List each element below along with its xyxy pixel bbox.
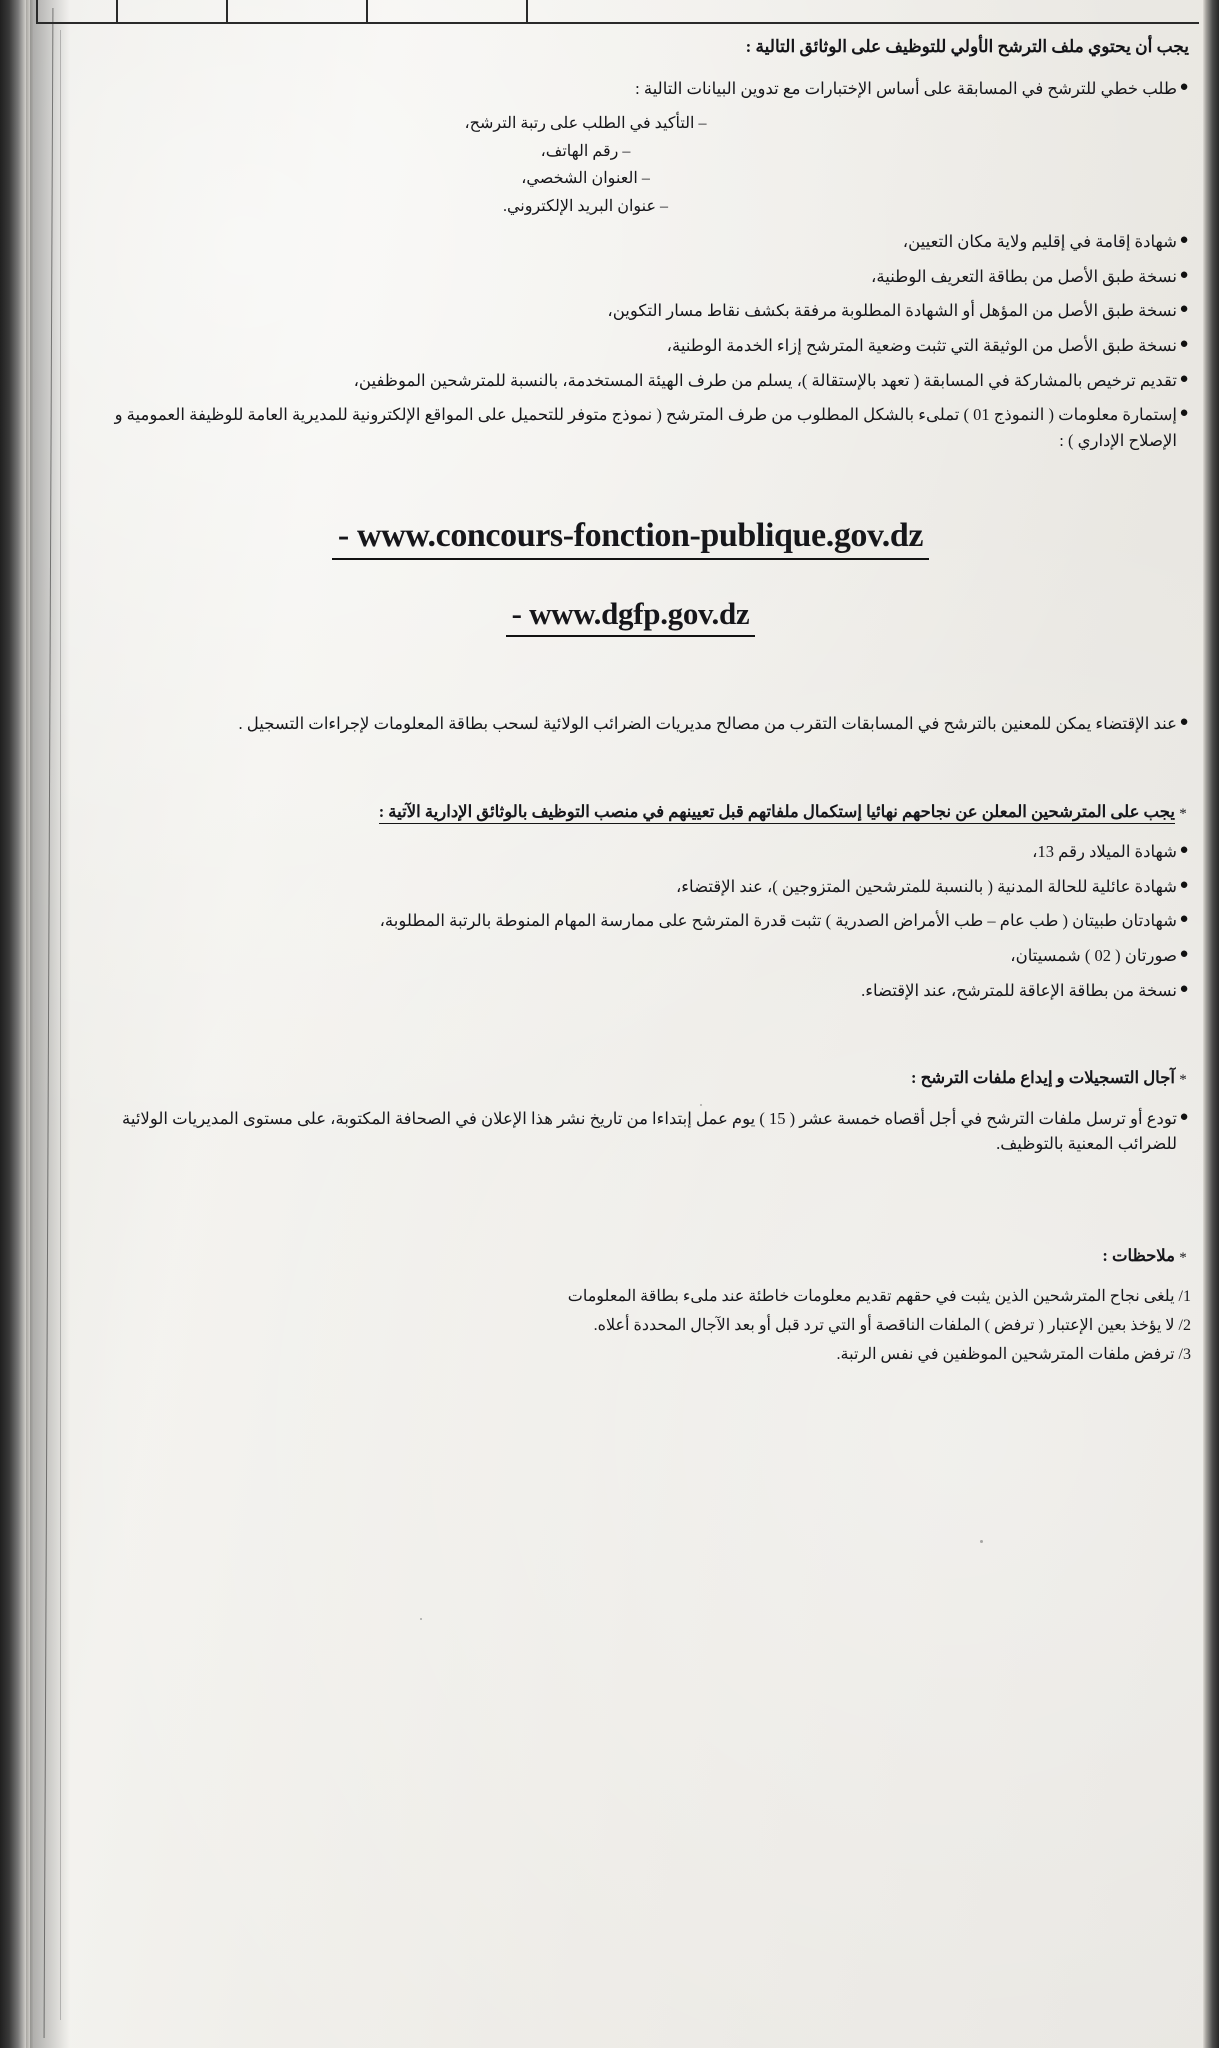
- table-cell: [116, 0, 228, 22]
- bullet-icon: ●: [1179, 232, 1189, 249]
- bullet-icon: ●: [1179, 980, 1189, 997]
- note-item: 3/ ترفض ملفات المترشحين الموظفين في نفس الرتبة.: [836, 1346, 1191, 1364]
- bullet-icon: ●: [1179, 301, 1189, 318]
- list-item: [70, 298, 1191, 324]
- admissible-heading: [70, 802, 1175, 824]
- url-concours-fonction-publique[interactable]: - www.concours-fonction-publique.gov.dz: [332, 517, 929, 560]
- bullet-icon: ●: [1179, 79, 1189, 96]
- bullet-icon: ●: [1179, 876, 1189, 893]
- list-item-text: شهادة عائلية للحالة المدنية ( بالنسبة للمترشحين المتزوجين )، عند الإقتضاء،: [675, 876, 1177, 896]
- list-item: [70, 368, 1191, 394]
- list-item: [70, 264, 1191, 290]
- scan-right-edge-artifact: [1203, 0, 1219, 2048]
- list-item-text: شهادة الميلاد رقم 13،: [1032, 842, 1177, 862]
- list-item-text: شهادتان طبيتان ( طب عام – طب الأمراض الصدرية ) تثبت قدرة المترشح على ممارسة المهام المنوطة بالرتبة المطلوبة،: [379, 911, 1177, 931]
- star-icon: *: [1179, 1249, 1187, 1266]
- website-urls: [70, 517, 1191, 637]
- list-item-text: نسخة من بطاقة الإعاقة للمترشح، عند الإقتضاء.: [861, 980, 1177, 1000]
- star-icon: *: [1179, 1072, 1187, 1089]
- bullet-icon: ●: [1179, 714, 1189, 731]
- list-item: [70, 874, 1191, 900]
- request-sub-list: [70, 111, 1191, 219]
- bullet-icon: ●: [1179, 370, 1189, 387]
- bullet-icon: ●: [1179, 945, 1189, 962]
- deadline-heading: آجال التسجيلات و إيداع ملفات الترشح :: [911, 1068, 1175, 1088]
- list-item-text: شهادة إقامة في إقليم ولاية مكان التعيين،: [902, 232, 1177, 252]
- list-item: [70, 978, 1191, 1004]
- list-item: [70, 943, 1191, 969]
- note-after-urls-text: عند الإقتضاء يمكن للمعنين بالترشح في المسابقات التقرب من مصالح مديريات الضرائب الولائية لسحب بطاقة المعلومات لإجراءات التسجيل .: [238, 714, 1177, 734]
- deadline-text-row: [70, 1106, 1191, 1157]
- sub-list-item: – عنوان البريد الإلكتروني.: [502, 197, 669, 215]
- list-item: [70, 333, 1191, 359]
- note-after-urls: [70, 711, 1191, 737]
- deadline-text: تودع أو ترسل ملفات الترشح في أجل أقصاه خمسة عشر ( 15 ) يوم عمل إبتداءا من تاريخ نشر هذا الإعلان في الصحافة المكتوبة، على مستوى المديريات الولائية للضرائب المعنية بالتوظيف.: [122, 1108, 1177, 1154]
- list-item-text: نسخة طبق الأصل من المؤهل أو الشهادة المطلوبة مرفقة بكشف نقاط مسار التكوين،: [607, 301, 1177, 321]
- table-cell: [226, 0, 368, 22]
- admissible-heading-row: [70, 802, 1191, 826]
- page-curl-shadow: [30, 0, 70, 2048]
- list-item: [70, 76, 1191, 102]
- list-item: [70, 908, 1191, 934]
- list-item-text: صورتان ( 02 ) شمسيتان،: [1010, 945, 1177, 965]
- list-item: [70, 402, 1191, 453]
- bullet-icon: ●: [1179, 266, 1189, 283]
- page-curl-line-secondary: [60, 30, 61, 2020]
- intro-heading: يجب أن يحتوي ملف الترشح الأولي للتوظيف على الوثائق التالية :: [745, 37, 1189, 56]
- list-item-text: إستمارة معلومات ( النموذج 01 ) تملىء بالشكل المطلوب من طرف المترشح ( نموذج متوفر للتحميل على المواقع الإلكترونية للمديرية العامة للوظيفة العمومية و الإصلاح الإداري ) :: [114, 405, 1177, 450]
- sub-list-item: – رقم الهاتف،: [540, 142, 631, 160]
- list-item-text: طلب خطي للترشح في المسابقة على أساس الإختبارات مع تدوين البيانات التالية :: [635, 79, 1177, 99]
- list-item-text: نسخة طبق الأصل من الوثيقة التي تثبت وضعية المترشح إزاء الخدمة الوطنية،: [666, 335, 1177, 355]
- table-remnant-top: [36, 0, 1199, 24]
- bullet-icon: ●: [1179, 1108, 1189, 1125]
- list-item: [70, 229, 1191, 255]
- bullet-icon: ●: [1179, 405, 1189, 422]
- sub-list-item: – العنوان الشخصي،: [521, 170, 650, 188]
- deadline-heading-row: [70, 1068, 1191, 1092]
- table-cell: [526, 0, 858, 22]
- table-cell: [366, 0, 528, 22]
- url-dgfp[interactable]: - www.dgfp.gov.dz: [506, 596, 756, 637]
- bullet-icon: ●: [1179, 335, 1189, 352]
- admissible-heading-text: يجب على المترشحين المعلن عن نجاحهم نهائيا إستكمال ملفاتهم قبل تعيينهم في منصب التوظيف بالوثائق الإدارية الآتية :: [379, 802, 1175, 824]
- note-item: 2/ لا يؤخذ بعين الإعتبار ( ترفض ) الملفات الناقصة أو التي ترد قبل أو بعد الآجال المحددة أعلاه.: [593, 1317, 1191, 1335]
- notes-heading-row: [70, 1246, 1191, 1270]
- bullet-icon: ●: [1179, 842, 1189, 859]
- bullet-icon: ●: [1179, 911, 1189, 928]
- table-cell: [36, 0, 118, 22]
- sub-list-item: – التأكيد في الطلب على رتبة الترشح،: [464, 114, 707, 132]
- document-body: [70, 28, 1191, 2048]
- list-item: [70, 839, 1191, 865]
- list-item-text: تقديم ترخيص بالمشاركة في المسابقة ( تعهد بالإستقالة )، يسلم من طرف الهيئة المستخدمة، بالنسبة للمترشحين الموظفين،: [353, 370, 1177, 390]
- scan-left-edge-artifact: [0, 0, 26, 2048]
- list-item-text: نسخة طبق الأصل من بطاقة التعريف الوطنية،: [871, 266, 1177, 286]
- star-icon: *: [1179, 805, 1187, 822]
- notes-heading: ملاحظات :: [1102, 1245, 1175, 1265]
- note-item: 1/ يلغى نجاح المترشحين الذين يثبت في حقهم تقديم معلومات خاطئة عند ملىء بطاقة المعلومات: [567, 1288, 1191, 1306]
- notes-list: [70, 1283, 1191, 1369]
